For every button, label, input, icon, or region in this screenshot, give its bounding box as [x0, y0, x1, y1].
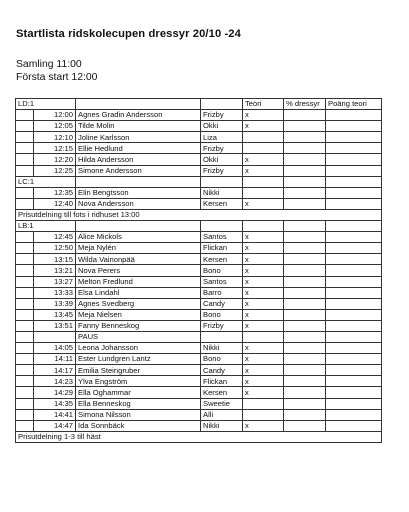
header-pct-dressyr: % dressyr [284, 99, 326, 110]
rider-name: Agnes Gradin Andersson [76, 110, 201, 121]
horse-name: Liza [201, 132, 243, 143]
poang-teori [326, 365, 382, 376]
pct-dressyr [284, 276, 326, 287]
horse-name: Santos [201, 276, 243, 287]
pct-dressyr [284, 287, 326, 298]
table-row [16, 365, 382, 376]
pct-dressyr [284, 121, 326, 132]
poang-teori [326, 298, 382, 309]
empty-cell [16, 287, 34, 298]
note-row [16, 431, 382, 442]
empty-cell [16, 198, 34, 209]
rider-name: Meja Nielsen [76, 309, 201, 320]
poang-teori [326, 409, 382, 420]
group-label: LB:1 [16, 221, 76, 232]
pct-dressyr [284, 232, 326, 243]
poang-teori [326, 132, 382, 143]
teori-mark [243, 409, 284, 420]
teori-mark: x [243, 232, 284, 243]
rider-name: Simone Andersson [76, 165, 201, 176]
empty-cell [16, 409, 34, 420]
start-time: 12:20 [34, 154, 76, 165]
pct-dressyr [284, 298, 326, 309]
teori-mark: x [243, 287, 284, 298]
table-row [16, 265, 382, 276]
rider-name: Hilda Andersson [76, 154, 201, 165]
header-row [16, 99, 382, 110]
rider-name: Ella Oghammar [76, 387, 201, 398]
table-row [16, 320, 382, 331]
empty-cell [16, 243, 34, 254]
teori-mark: x [243, 320, 284, 331]
empty-cell [16, 365, 34, 376]
pct-dressyr [284, 165, 326, 176]
empty-cell [16, 165, 34, 176]
poang-teori [326, 420, 382, 431]
horse-name: Frizby [201, 143, 243, 154]
rider-name: Simona Nilsson [76, 409, 201, 420]
teori-mark: x [243, 298, 284, 309]
rider-name: Elsa Lindahl [76, 287, 201, 298]
teori-mark: x [243, 121, 284, 132]
teori-mark: x [243, 343, 284, 354]
table-row [16, 243, 382, 254]
empty-cell [76, 176, 201, 187]
pct-dressyr [284, 420, 326, 431]
header-poang-teori: Poäng teori [326, 99, 382, 110]
rider-name: Ellie Hedlund [76, 143, 201, 154]
horse-name: Frizby [201, 165, 243, 176]
horse-name: Frizby [201, 110, 243, 121]
horse-name: Bono [201, 354, 243, 365]
poang-teori [326, 154, 382, 165]
horse-name: Santos [201, 232, 243, 243]
table-row [16, 387, 382, 398]
horse-name: Okki [201, 154, 243, 165]
empty-cell [284, 176, 326, 187]
start-time: 12:40 [34, 198, 76, 209]
rider-name: Wilda Vainonpää [76, 254, 201, 265]
teori-mark: x [243, 420, 284, 431]
start-time: 12:35 [34, 187, 76, 198]
empty-cell [16, 265, 34, 276]
start-time: 13:51 [34, 320, 76, 331]
empty-cell [76, 221, 201, 232]
group-label: LC:1 [16, 176, 76, 187]
start-time: 13:39 [34, 298, 76, 309]
start-time: 13:45 [34, 309, 76, 320]
note-text: Prisutdelning 1-3 till häst [16, 431, 382, 442]
rider-name: Joline Karlsson [76, 132, 201, 143]
table-row [16, 110, 382, 121]
horse-name: Bono [201, 309, 243, 320]
rider-name: Ester Lundgren Lantz [76, 354, 201, 365]
horse-name: Barro [201, 287, 243, 298]
table-row [16, 121, 382, 132]
teori-mark [243, 398, 284, 409]
note-row [16, 209, 382, 220]
poang-teori [326, 165, 382, 176]
horse-name: Candy [201, 365, 243, 376]
pct-dressyr [284, 409, 326, 420]
document-title: Startlista ridskolecupen dressyr 20/10 -24 [16, 28, 241, 40]
empty-cell [16, 276, 34, 287]
first-start-time: Första start 12:00 [16, 72, 98, 83]
poang-teori [326, 276, 382, 287]
start-time: 14:11 [34, 354, 76, 365]
teori-mark [243, 143, 284, 154]
empty-cell [243, 331, 284, 342]
pct-dressyr [284, 320, 326, 331]
horse-name: Flickan [201, 243, 243, 254]
teori-mark: x [243, 198, 284, 209]
poang-teori [326, 198, 382, 209]
group-row [16, 221, 382, 232]
start-time: 14:05 [34, 343, 76, 354]
header-horse [201, 99, 243, 110]
poang-teori [326, 320, 382, 331]
table-row [16, 354, 382, 365]
group-row [16, 176, 382, 187]
pause-label: PAUS [76, 331, 201, 342]
teori-mark: x [243, 276, 284, 287]
teori-mark: x [243, 354, 284, 365]
empty-cell [16, 354, 34, 365]
pct-dressyr [284, 365, 326, 376]
rider-name: Ella Benneskog [76, 398, 201, 409]
empty-cell [16, 121, 34, 132]
poang-teori [326, 287, 382, 298]
teori-mark: x [243, 365, 284, 376]
table-row [16, 198, 382, 209]
table-row [16, 165, 382, 176]
table-row [16, 254, 382, 265]
rider-name: Agnes Svedberg [76, 298, 201, 309]
teori-mark: x [243, 376, 284, 387]
table-row [16, 232, 382, 243]
start-time: 12:00 [34, 110, 76, 121]
teori-mark: x [243, 265, 284, 276]
rider-name: Elin Bengtsson [76, 187, 201, 198]
pct-dressyr [284, 309, 326, 320]
empty-cell [16, 320, 34, 331]
empty-cell [16, 398, 34, 409]
empty-cell [34, 331, 76, 342]
empty-cell [16, 420, 34, 431]
note-text: Prisutdelning till fots i ridhuset 13:00 [16, 209, 382, 220]
rider-name: Nova Andersson [76, 198, 201, 209]
start-list-body [16, 99, 382, 443]
poang-teori [326, 254, 382, 265]
table-row [16, 287, 382, 298]
pct-dressyr [284, 254, 326, 265]
horse-name: Kersen [201, 198, 243, 209]
empty-cell [16, 343, 34, 354]
rider-name: Nova Perers [76, 265, 201, 276]
empty-cell [16, 331, 34, 342]
empty-cell [326, 331, 382, 342]
horse-name: Flickan [201, 376, 243, 387]
start-time: 14:29 [34, 387, 76, 398]
pct-dressyr [284, 187, 326, 198]
horse-name: Alli [201, 409, 243, 420]
teori-mark [243, 187, 284, 198]
poang-teori [326, 243, 382, 254]
horse-name: Nikki [201, 343, 243, 354]
poang-teori [326, 309, 382, 320]
start-time: 14:47 [34, 420, 76, 431]
poang-teori [326, 110, 382, 121]
empty-cell [201, 221, 243, 232]
empty-cell [16, 232, 34, 243]
rider-name: Fanny Benneskog [76, 320, 201, 331]
table-row [16, 154, 382, 165]
teori-mark: x [243, 309, 284, 320]
table-row [16, 343, 382, 354]
empty-cell [16, 143, 34, 154]
table-row [16, 132, 382, 143]
table-row [16, 143, 382, 154]
header-name [76, 99, 201, 110]
rider-name: Leona Johansson [76, 343, 201, 354]
empty-cell [201, 331, 243, 342]
pct-dressyr [284, 110, 326, 121]
empty-cell [326, 221, 382, 232]
rider-name: Meja Nylén [76, 243, 201, 254]
horse-name: Sweetie [201, 398, 243, 409]
horse-name: Kersen [201, 387, 243, 398]
empty-cell [201, 176, 243, 187]
poang-teori [326, 143, 382, 154]
table-row [16, 276, 382, 287]
start-list-table [15, 98, 382, 443]
start-time: 12:10 [34, 132, 76, 143]
pct-dressyr [284, 143, 326, 154]
horse-name: Nikki [201, 187, 243, 198]
horse-name: Kersen [201, 254, 243, 265]
pct-dressyr [284, 398, 326, 409]
teori-mark: x [243, 165, 284, 176]
pct-dressyr [284, 354, 326, 365]
poang-teori [326, 354, 382, 365]
table-row [16, 398, 382, 409]
empty-cell [16, 154, 34, 165]
poang-teori [326, 121, 382, 132]
table-row [16, 409, 382, 420]
horse-name: Candy [201, 298, 243, 309]
start-time: 13:21 [34, 265, 76, 276]
samling-time: Samling 11:00 [16, 59, 82, 70]
pct-dressyr [284, 376, 326, 387]
empty-cell [326, 176, 382, 187]
table-row [16, 420, 382, 431]
empty-cell [284, 221, 326, 232]
empty-cell [243, 221, 284, 232]
start-time: 12:50 [34, 243, 76, 254]
empty-cell [16, 376, 34, 387]
table-row [16, 298, 382, 309]
teori-mark: x [243, 154, 284, 165]
rider-name: Tilde Molin [76, 121, 201, 132]
empty-cell [16, 254, 34, 265]
teori-mark [243, 132, 284, 143]
teori-mark: x [243, 254, 284, 265]
empty-cell [16, 309, 34, 320]
start-time: 12:05 [34, 121, 76, 132]
start-time: 14:23 [34, 376, 76, 387]
horse-name: Bono [201, 265, 243, 276]
poang-teori [326, 265, 382, 276]
empty-cell [16, 110, 34, 121]
table-row [16, 376, 382, 387]
start-time: 14:35 [34, 398, 76, 409]
empty-cell [16, 387, 34, 398]
poang-teori [326, 187, 382, 198]
pct-dressyr [284, 198, 326, 209]
teori-mark: x [243, 387, 284, 398]
teori-mark: x [243, 110, 284, 121]
pct-dressyr [284, 387, 326, 398]
rider-name: Alice Mickols [76, 232, 201, 243]
horse-name: Okki [201, 121, 243, 132]
poang-teori [326, 387, 382, 398]
horse-name: Nikki [201, 420, 243, 431]
pct-dressyr [284, 265, 326, 276]
start-time: 13:27 [34, 276, 76, 287]
poang-teori [326, 232, 382, 243]
start-time: 13:33 [34, 287, 76, 298]
start-time: 14:41 [34, 409, 76, 420]
table-row [16, 187, 382, 198]
pause-row [16, 331, 382, 342]
rider-name: Ylva Engström [76, 376, 201, 387]
horse-name: Frizby [201, 320, 243, 331]
poang-teori [326, 398, 382, 409]
start-time: 14:17 [34, 365, 76, 376]
empty-cell [284, 331, 326, 342]
rider-name: Melton Fredlund [76, 276, 201, 287]
pct-dressyr [284, 132, 326, 143]
pct-dressyr [284, 343, 326, 354]
empty-cell [16, 298, 34, 309]
header-teori: Teori [243, 99, 284, 110]
poang-teori [326, 343, 382, 354]
rider-name: Emilia Steingruber [76, 365, 201, 376]
teori-mark: x [243, 243, 284, 254]
empty-cell [16, 132, 34, 143]
start-time: 12:25 [34, 165, 76, 176]
table-row [16, 309, 382, 320]
pct-dressyr [284, 243, 326, 254]
start-time: 12:15 [34, 143, 76, 154]
poang-teori [326, 376, 382, 387]
rider-name: Ida Sonnbäck [76, 420, 201, 431]
start-time: 13:15 [34, 254, 76, 265]
empty-cell [243, 176, 284, 187]
start-time: 12:45 [34, 232, 76, 243]
group-label-ld1: LD:1 [16, 99, 76, 110]
empty-cell [16, 187, 34, 198]
pct-dressyr [284, 154, 326, 165]
